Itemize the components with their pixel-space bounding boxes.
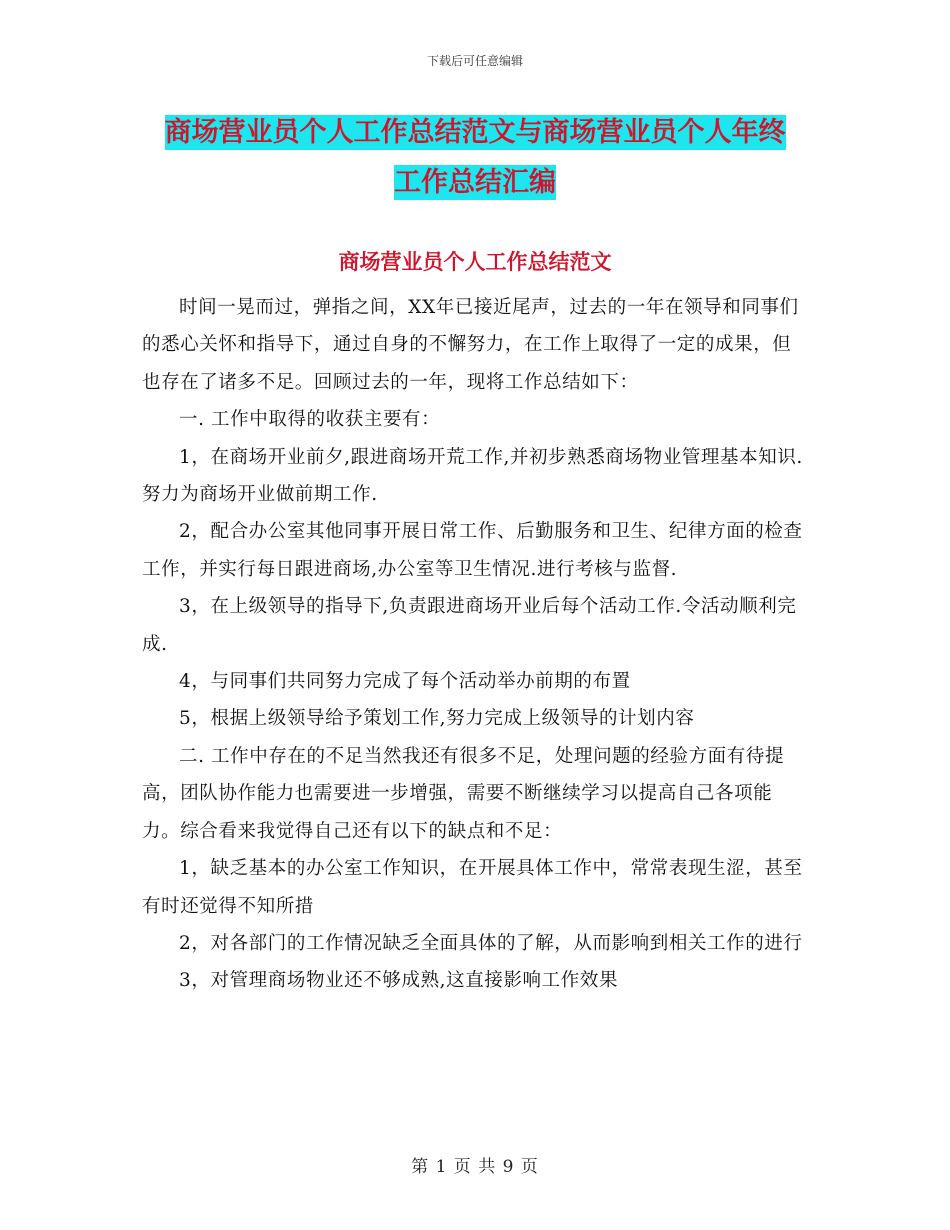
paragraph: 1，在商场开业前夕,跟进商场开荒工作,并初步熟悉商场物业管理基本知识.努力为商场开业做前期工作. bbox=[142, 446, 803, 506]
paragraph: 时间一晃而过，弹指之间，XX年已接近尾声，过去的一年在领导和同事们的悉心关怀和指导下，通过自身的不懈努力，在工作上取得了一定的成果，但也存在了诸多不足。回顾过去的一年，现将工作总结如下： bbox=[142, 297, 799, 393]
document-title-line-1: 商场营业员个人工作总结范文与商场营业员个人年终 bbox=[164, 117, 786, 148]
paragraph: 一. 工作中取得的收获主要有： bbox=[179, 409, 441, 431]
page-footer: 第 1 页 共 9 页 bbox=[411, 1157, 539, 1177]
paragraph: 3，在上级领导的指导下,负责跟进商场开业后每个活动工作.令活动顺利完成. bbox=[142, 596, 797, 655]
paragraph: 1，缺乏基本的办公室工作知识，在开展具体工作中，常常表现生涩，甚至有时还觉得不知所措 bbox=[142, 858, 803, 917]
header-note: 下载后可任意编辑 bbox=[426, 54, 523, 68]
paragraph: 3，对管理商场物业还不够成熟,这直接影响工作效果 bbox=[179, 970, 619, 992]
paragraph: 4，与同事们共同努力完成了每个活动举办前期的布置 bbox=[179, 671, 631, 693]
paragraph: 2，配合办公室其他同事开展日常工作、后勤服务和卫生、纪律方面的检查工作，并实行每日跟进商场,办公室等卫生情况.进行考核与监督. bbox=[142, 521, 803, 580]
paragraph: 二. 工作中存在的不足当然我还有很多不足，处理问题的经验方面有待提高，团队协作能力也需要进一步增强，需要不断继续学习以提高自己各项能力。综合看来我觉得自己还有以下的缺点和不足： bbox=[142, 745, 785, 842]
paragraph: 2，对各部门的工作情况缺乏全面具体的了解，从而影响到相关工作的进行 bbox=[179, 932, 803, 954]
section-title: 商场营业员个人工作总结范文 bbox=[338, 250, 612, 274]
document-title bbox=[0, 108, 950, 208]
document-title-line-2: 工作总结汇编 bbox=[394, 167, 556, 198]
paragraph: 5，根据上级领导给予策划工作,努力完成上级领导的计划内容 bbox=[179, 708, 695, 730]
body-text bbox=[142, 289, 810, 1000]
